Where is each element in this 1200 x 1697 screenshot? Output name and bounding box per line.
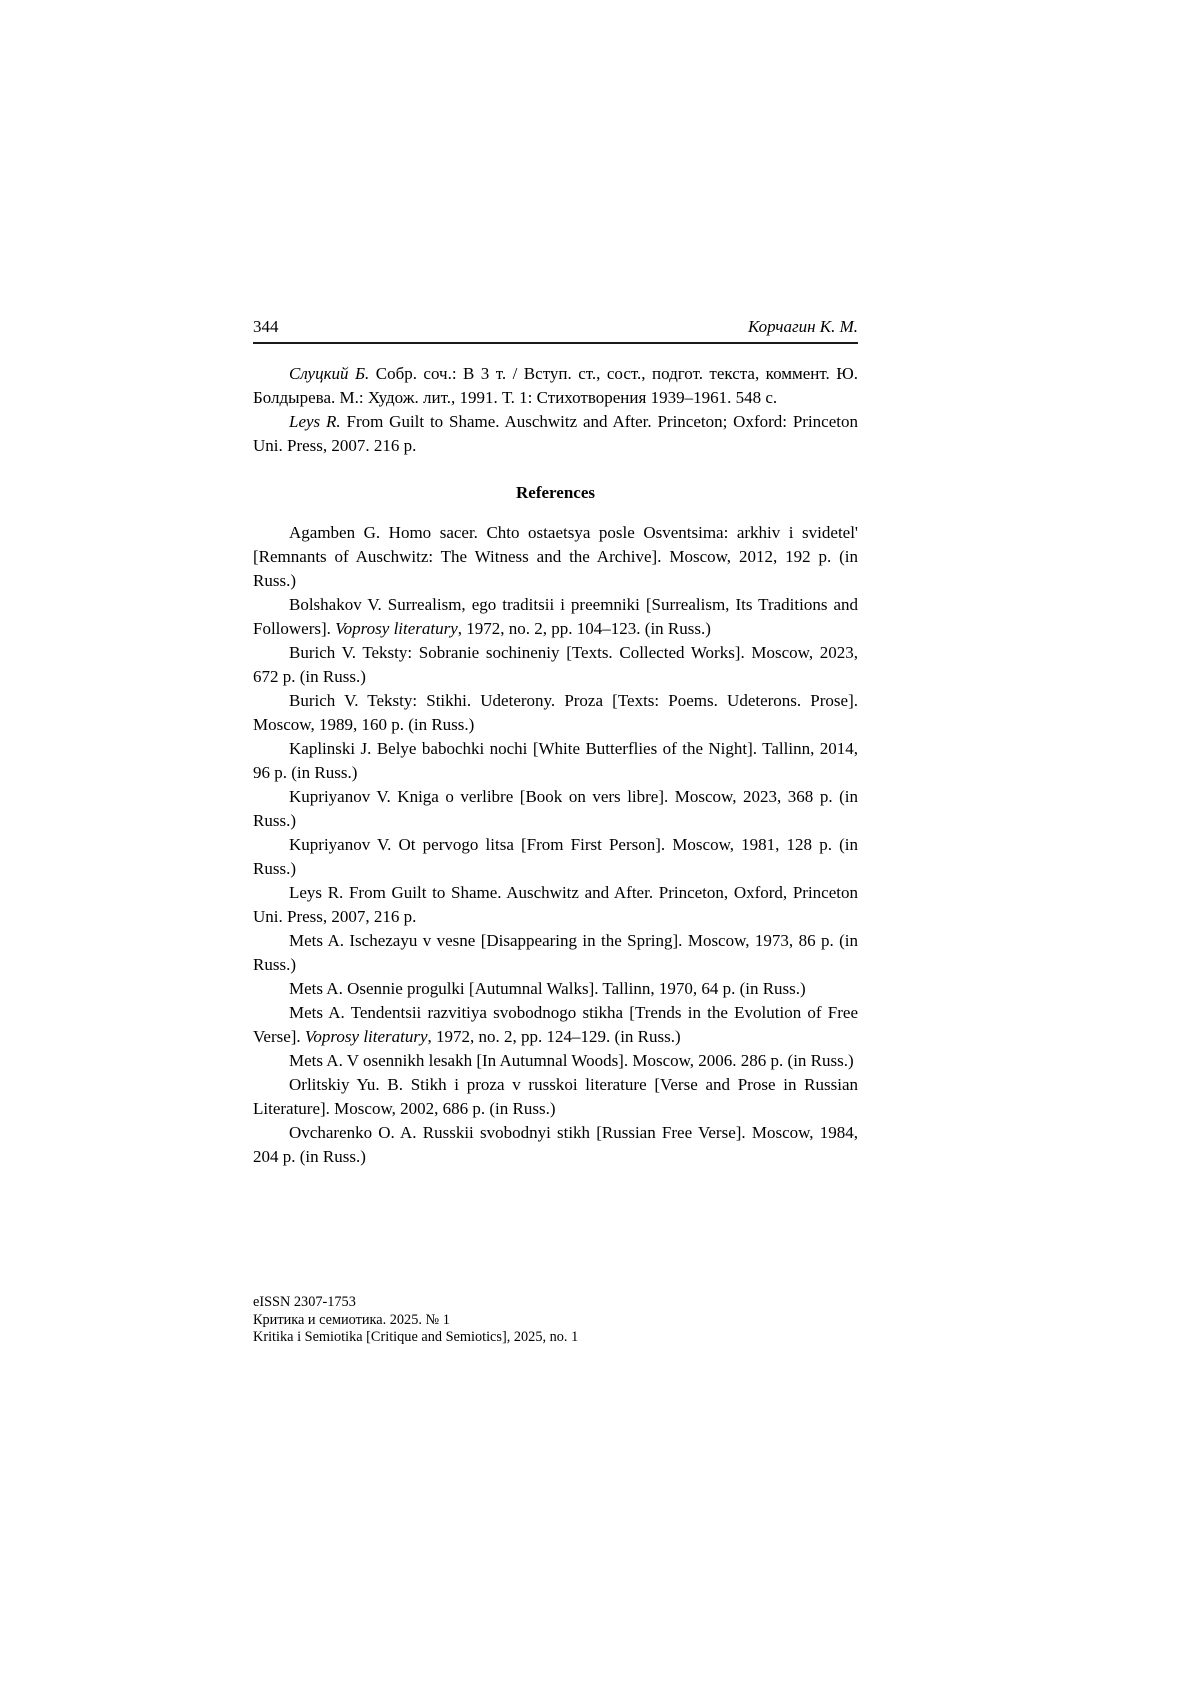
reference-entry: [253, 785, 858, 833]
reference-entry: [253, 977, 858, 1001]
page-number: 344: [253, 317, 279, 336]
text-segment: From Guilt to Shame. Auschwitz and After. Princeton; Oxford: Princeton Uni. Press, 2007. 216 p.: [253, 412, 858, 455]
text-segment: Mets A. Osennie progulki [Autumnal Walks]. Tallinn, 1970, 64 p. (in Russ.): [289, 979, 806, 998]
reference-entry: [253, 362, 858, 410]
text-segment: Слуцкий Б.: [289, 364, 370, 383]
reference-entry: [253, 689, 858, 737]
page-footer: [253, 1294, 578, 1347]
text-segment: Voprosy literatury: [335, 619, 458, 638]
reference-entry: [253, 521, 858, 593]
page-header: [253, 317, 858, 344]
text-segment: , 1972, no. 2, pp. 124–129. (in Russ.): [427, 1027, 681, 1046]
text-segment: Mets A. V osennikh lesakh [In Autumnal Woods]. Moscow, 2006. 286 p. (in Russ.): [289, 1051, 854, 1070]
running-head-author: Корчагин К. М.: [747, 317, 858, 336]
text-segment: Agamben G. Homo sacer. Chto ostaetsya posle Osventsima: arkhiv i svidetel' [Remnants of Auschwitz: The Witness and the Archive]. Moscow, 2012, 192 p. (in Russ.): [253, 523, 858, 590]
text-segment: Bolshakov V. Surrealism, ego traditsii i preemniki [Surrealism, Its Traditions and Followers].: [253, 595, 858, 638]
text-segment: Kupriyanov V. Kniga o verlibre [Book on vers libre]. Moscow, 2023, 368 p. (in Russ.): [253, 787, 858, 830]
text-segment: Burich V. Teksty: Stikhi. Udeterony. Proza [Texts: Poems. Udeterons. Prose]. Moscow, 1989, 160 p. (in Russ.): [253, 691, 858, 734]
footer-journal-en: Kritika i Semiotika [Critique and Semiotics], 2025, no. 1: [253, 1329, 579, 1345]
text-segment: Voprosy literatury: [304, 1027, 428, 1046]
text-segment: Kupriyanov V. Ot pervogo litsa [From First Person]. Moscow, 1981, 128 p. (in Russ.): [253, 835, 858, 878]
reference-entry: [253, 1049, 858, 1073]
text-segment: Orlitskiy Yu. B. Stikh i proza v russkoi literature [Verse and Prose in Russian Literature]. Moscow, 2002, 686 p. (in Russ.): [253, 1075, 858, 1118]
reference-entry: [253, 593, 858, 641]
text-segment: Leys R.: [289, 412, 341, 431]
references-heading: References: [516, 483, 595, 502]
text-block: [253, 317, 858, 1169]
reference-entry: [253, 929, 858, 977]
references-section: [253, 521, 858, 1169]
text-segment: Burich V. Teksty: Sobranie sochineniy [Texts. Collected Works]. Moscow, 2023, 672 p. (in Russ.): [253, 643, 858, 686]
reference-entry: [253, 833, 858, 881]
text-segment: Mets A. Tendentsii razvitiya svobodnogo stikha [Trends in the Evolution of Free Verse].: [253, 1003, 858, 1046]
bibliography-section: [253, 362, 858, 458]
text-segment: Собр. соч.: В 3 т. / Вступ. ст., сост., подгот. текста, коммент. Ю. Болдырева. М.: Худож. лит., 1991. Т. 1: Стихотворения 1939–1961. 548 с.: [253, 364, 858, 407]
text-segment: Kaplinski J. Belye babochki nochi [White Butterflies of the Night]. Tallinn, 2014, 96 p. (in Russ.): [253, 739, 858, 782]
text-segment: Leys R. From Guilt to Shame. Auschwitz and After. Princeton, Oxford, Princeton Uni. Press, 2007, 216 p.: [253, 883, 858, 926]
reference-entry: [253, 1121, 858, 1169]
reference-entry: [253, 737, 858, 785]
footer-journal-ru: Критика и семиотика. 2025. № 1: [253, 1311, 450, 1328]
footer-eissn: eISSN 2307-1753: [253, 1294, 356, 1310]
text-segment: Ovcharenko O. A. Russkii svobodnyi stikh [Russian Free Verse]. Moscow, 1984, 204 p. (in Russ.): [253, 1123, 858, 1166]
reference-entry: [253, 641, 858, 689]
reference-entry: [253, 881, 858, 929]
reference-entry: [253, 1001, 858, 1049]
reference-entry: [253, 1073, 858, 1121]
text-segment: Mets A. Ischezayu v vesne [Disappearing in the Spring]. Moscow, 1973, 86 p. (in Russ.): [253, 931, 858, 974]
reference-entry: [253, 410, 858, 458]
text-segment: , 1972, no. 2, pp. 104–123. (in Russ.): [457, 619, 711, 638]
